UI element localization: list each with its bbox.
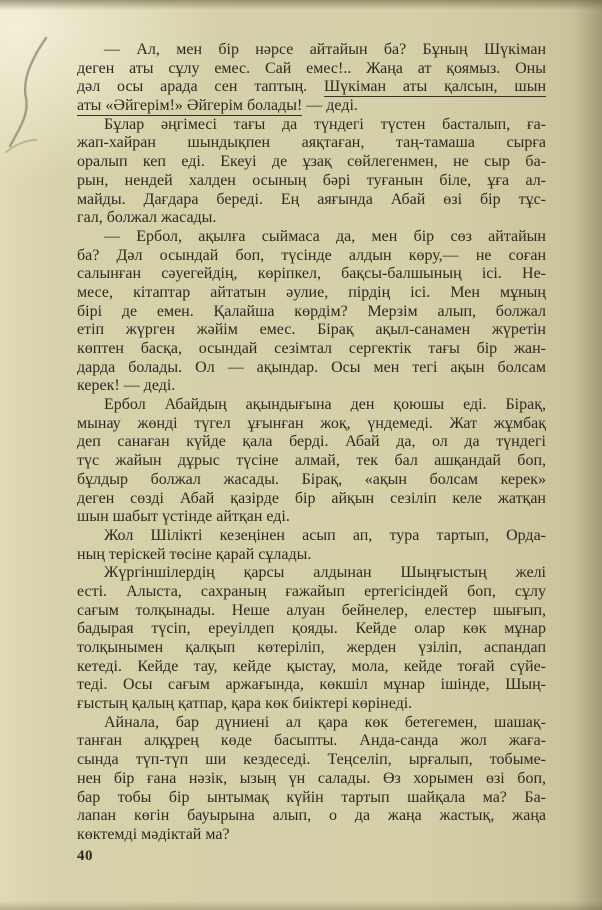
paragraph (77, 527, 546, 564)
text-line (77, 751, 546, 770)
text-line (77, 695, 546, 714)
text-line (77, 658, 546, 677)
text-segment: майды. Дағдара береді. Ең аяғында Абай өзі бір тұс- (77, 190, 546, 208)
text-segment: деп санаған күйде қала берді. Абай да, ол да түндегі (77, 433, 546, 451)
text-segment: гал, болжал жасады. (77, 209, 217, 227)
text-segment: лапан көгін бауырына алып, о да жаңа жастық, жаңа (77, 807, 546, 825)
text-line (77, 433, 546, 452)
text-segment: ның теріскей төсіне қарай сұлады. (77, 545, 312, 563)
text-line (77, 789, 546, 808)
text-line (77, 583, 546, 602)
paragraph (77, 396, 546, 527)
text-segment: мынау жөнді түгел ұғынған жоқ, үндемеді. Жат жұмбақ (77, 414, 546, 432)
text-line (77, 415, 546, 434)
text-segment: етіп жүрген жәйім емес. Бірақ ақыл-санамен жүретін (77, 321, 546, 339)
text-line (77, 732, 546, 751)
page-number: 40 (77, 848, 93, 864)
text-line (77, 807, 546, 826)
text-segment: нен бір ғана нәзік, ызың үн салады. Өз хорымен өзі боп, (77, 769, 546, 787)
text-line (77, 247, 546, 266)
text-segment: танған алқұрең көде басыпты. Анда-санда жол жаға- (77, 732, 546, 750)
text-line (77, 620, 546, 639)
text-line (77, 770, 546, 789)
text-segment: кетеді. Кейде тау, кейде қыстау, мола, кейде тоғай сүйе- (77, 657, 546, 675)
text-segment: Айнала, бар дүниені ал қара көк бетегемен, шашақ- (104, 713, 546, 731)
text-segment: жап-хайран шындықпен аяқтаған, таң-тамаша сырға (77, 134, 546, 152)
text-line (77, 359, 546, 378)
text-line (77, 377, 546, 396)
text-segment: керек! — деді. (77, 377, 176, 395)
text-line (77, 172, 546, 191)
paragraph (77, 116, 546, 228)
text-line (77, 321, 546, 340)
text-line (77, 826, 546, 845)
text-segment: Ербол Абайдың ақындығына ден қоюшы еді. Бірақ, (104, 396, 546, 414)
text-segment: бар тобы бір ынтымақ күйін тартып шайқала ма? Ба- (77, 788, 546, 806)
text-line (77, 564, 546, 583)
text-segment: деген аты сұлу емес. Сай емес!.. Жаңа ат қоямыз. Оны (77, 59, 546, 77)
text-segment: ба? Дәл осындай боп, түсінде алдын көру,— не соған (77, 246, 546, 264)
text-segment: көптен басқа, осындай сезімтал сергектік тағы бір жан- (77, 340, 546, 357)
text-segment: теді. Осы сағым аржағында, көкшіл мұнар ішінде, Шың- (77, 676, 546, 694)
text-line (77, 303, 546, 322)
text-line (77, 97, 546, 116)
text-segment: сағым толқынады. Неше алуан бейнелер, елестер шығып, (77, 601, 546, 619)
pencil-mark (0, 18, 70, 188)
text-line (77, 602, 546, 621)
text-segment: — деді. (302, 97, 358, 115)
text-segment: дәл осы арада сен таптың. (77, 78, 324, 96)
text-segment: сында түп-түп ши кездеседі. Теңселіп, ырғалып, тобыме- (77, 751, 546, 769)
text-line (77, 284, 546, 303)
text-line (77, 546, 546, 565)
text-segment: Жүргіншілердің қарсы алдынан Шыңғыстың желі (104, 564, 546, 582)
text-segment: Бұлар әңгімесі тағы да түндегі түстен басталып, ға- (104, 115, 546, 133)
text-segment: салынған сәуегейдің, көріпкел, бақсы-балшының ісі. Не- (77, 265, 546, 283)
text-segment: дарда болады. Ол — ақындар. Осы мен тегі ақын болсам (77, 358, 546, 376)
text-line (77, 228, 546, 247)
text-line (77, 265, 546, 284)
paragraph (77, 41, 546, 116)
text-segment: шын шабыт үстінде айтқан еді. (77, 508, 290, 526)
text-segment: рын, нендей халден осының бәрі туғанын біле, ұға ал- (77, 171, 546, 189)
text-line (77, 116, 546, 135)
underlined-text: аты «Әйгерім!» Әйгерім болады! (77, 97, 303, 115)
text-segment: месе, кітаптар айтатын әулие, пірдің ісі. Мен мұның (77, 283, 546, 301)
text-segment: бірі де емен. Қалайша көрдім? Мерзім алып, болжал (77, 302, 546, 320)
text-segment: оралып кеп еді. Екеуі де ұзақ сөйлегенмен, не сыр ба- (77, 153, 546, 171)
text-line (77, 508, 546, 527)
text-line (77, 340, 546, 359)
text-segment: есті. Алыста, сахраның ғажайып ертегісіндей боп, сұлу (77, 582, 546, 600)
text-segment: бұлдыр болжал жасады. Бірақ, «ақын болсам керек» (77, 470, 546, 488)
paragraph (77, 714, 546, 845)
text-line (77, 41, 546, 60)
text-line (77, 60, 546, 79)
text-segment: деген сөзді Абай қазірде бір айқын сезіліп келе жатқан (77, 489, 546, 507)
text-segment: көктемді мәдіктай ма? (77, 825, 230, 843)
text-line (77, 78, 546, 97)
text-line (77, 676, 546, 695)
text-segment: — Ал, мен бір нәрсе айтайын ба? Бұның Шүкіман (104, 41, 546, 58)
paragraph (77, 564, 546, 714)
text-segment: түс жайын дұрыс түсіне алмай, тек бал ашқандай боп, (77, 452, 546, 470)
text-line (77, 191, 546, 210)
text-line (77, 134, 546, 153)
text-segment: ғыстың қалың қатпар, қара көк биіктері көрінеді. (77, 695, 413, 713)
text-segment: бадырая түсіп, ереуілдеп қояды. Кейде олар көк мұнар (77, 620, 546, 638)
text-line (77, 714, 546, 733)
text-segment: толқынымен қалқып көтеріліп, жерден үзіліп, аспандап (77, 639, 546, 656)
text-line (77, 471, 546, 490)
text-line (77, 452, 546, 471)
text-line (77, 490, 546, 509)
text-line (77, 396, 546, 415)
text-line (77, 209, 546, 228)
text-line (77, 527, 546, 546)
paragraph (77, 228, 546, 396)
underlined-text: Шүкіман аты қалсын, шын (324, 78, 547, 96)
text-segment: Жол Шілікті кезеңінен асып ап, тура тартып, Орда- (104, 526, 546, 544)
text-segment: — Ербол, ақылға сыймаса да, мен бір сөз айтайын (104, 227, 546, 245)
text-line (77, 639, 546, 658)
text-line (77, 153, 546, 172)
text-block (77, 41, 546, 845)
